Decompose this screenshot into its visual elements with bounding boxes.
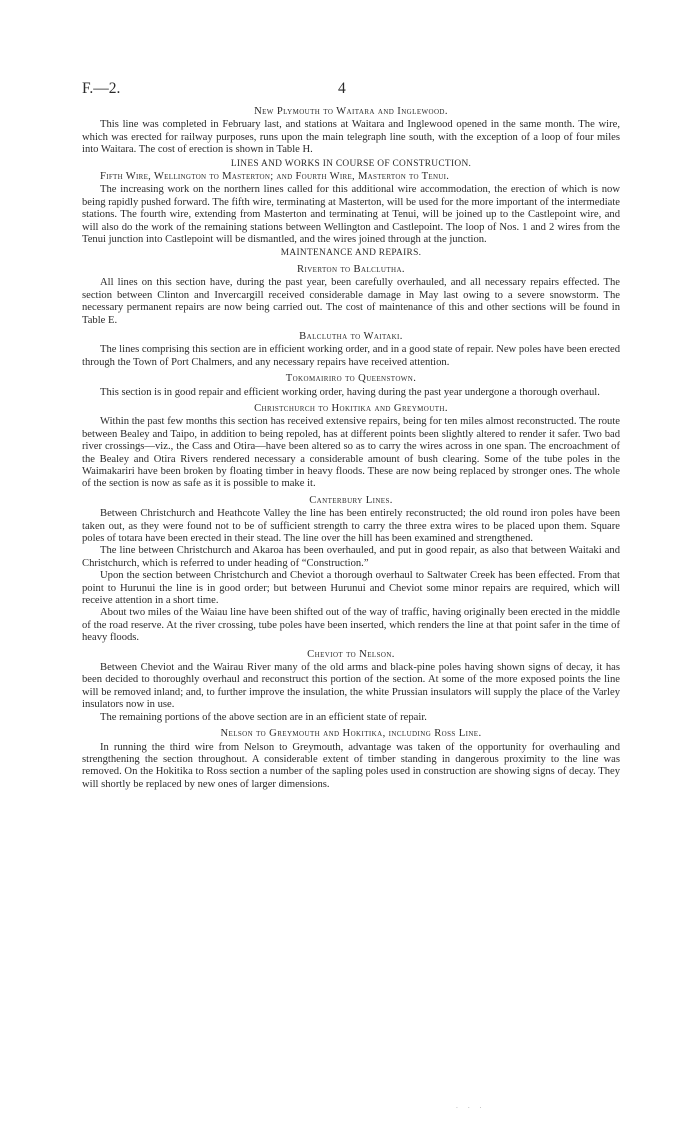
section-heading: MAINTENANCE AND REPAIRS. bbox=[280, 248, 422, 259]
page-header bbox=[82, 80, 620, 102]
document-page bbox=[82, 80, 620, 791]
document-body bbox=[82, 106, 620, 791]
section-heading: Nelson to Greymouth and Hokitika, including Ross Line. bbox=[220, 728, 482, 740]
paragraph: Between Cheviot and the Wairau River many of the old arms and black-pine poles having shown signs of decay, it has been decided to thoroughly overhaul and reconstruct this portion of the section. At some of the more exposed points the line will be removed inland; and, to further improve the insulation, the white Prussian insulators will supply the place of the Varley insulators now in use. bbox=[82, 662, 620, 711]
document-reference: F.—2. bbox=[82, 80, 121, 97]
paragraph: The lines comprising this section are in efficient working order, and in a good state of repair. New poles have been erected through the Town of Port Chalmers, and any necessary repairs have received attention. bbox=[82, 344, 620, 368]
section-heading: Christchurch to Hokitika and Greymouth. bbox=[254, 402, 448, 414]
section-heading: Tokomairiro to Queenstown. bbox=[285, 373, 417, 385]
paragraph: Between Christchurch and Heathcote Valley the line has been entirely reconstructed; the old round iron poles have been taken out, as they were found not to be of sufficient strength to carry the three extra wires to be placed upon them. Square poles of totara have been erected in their stead. The line over the hill has been examined and strengthened. bbox=[82, 508, 620, 544]
paragraph: In running the third wire from Nelson to Greymouth, advantage was taken of the opportunity for overhauling and strengthening the section throughout. A considerable extent of timber standing in dangerous proximity to the line was removed. On the Hokitika to Ross section a number of the sapling poles used in construction are showing signs of decay. They will shortly be replaced by new ones of larger dimensions. bbox=[82, 741, 620, 790]
section-heading: LINES AND WORKS IN COURSE OF CONSTRUCTION. bbox=[230, 158, 472, 169]
page-number: 4 bbox=[338, 80, 346, 97]
section-heading: Fifth Wire, Wellington to Masterton; and Fourth Wire, Masterton to Tenui. bbox=[100, 171, 450, 183]
paragraph: This section is in good repair and efficient working order, having during the past year undergone a thorough overhaul. bbox=[100, 386, 600, 398]
section-heading: Canterbury Lines. bbox=[309, 494, 393, 506]
paragraph: The remaining portions of the above section are in an efficient state of repair. bbox=[100, 711, 427, 723]
section-heading: Cheviot to Nelson. bbox=[307, 648, 395, 660]
section-heading: New Plymouth to Waitara and Inglewood. bbox=[254, 106, 448, 117]
paragraph: The line between Christchurch and Akaroa has been overhauled, and put in good repair, as also that between Waitaki and Christchurch, which is referred to under heading of “Construction.” bbox=[82, 545, 620, 569]
paragraph: All lines on this section have, during the past year, been carefully overhauled, and all necessary repairs effected. The section between Clinton and Invercargill received considerable damage in May last owing to a severe snowstorm. The necessary permanent repairs are now being carried out. The cost of maintenance of this and other sections will be found in Table E. bbox=[82, 277, 620, 326]
section-heading: Balclutha to Waitaki. bbox=[299, 330, 403, 342]
paragraph: Upon the section between Christchurch and Cheviot a thorough overhaul to Saltwater Creek has been effected. From that point to Hurunui the line is in good order; but between Hurunui and Cheviot some minor repairs are required, which will receive attention in a short time. bbox=[82, 570, 620, 607]
paragraph: Within the past few months this section has received extensive repairs, being for ten miles almost reconstructed. The route between Bealey and Taipo, in addition to being repoled, has at different points been slightly altered to render it safer. Two bad river crossings—viz., the Cass and Otira—have been altered so as to carry the wires across in one span. The encroachment of the Bealey and Otira Rivers rendered necessary a considerable amount of bush clearing. Some of the tube poles in the Waimakariri have been broken by floating timber in heavy floods. These are now being replaced by stronger ones. The whole of the section is now as safe as it is possible to make it. bbox=[82, 416, 620, 490]
scan-speckles: · · · bbox=[456, 1105, 486, 1112]
paragraph: About two miles of the Waiau line have been shifted out of the way of traffic, having originally been erected in the middle of the road reserve. At the river crossing, tube poles have been inserted, which renders the line at that point safer in the time of heavy floods. bbox=[82, 607, 620, 644]
paragraph: This line was completed in February last, and stations at Waitara and Inglewood opened in the same month. The wire, which was erected for railway purposes, runs upon the main telegraph line south, with the exception of a loop of four miles into Waitara. The cost of erection is shown in Table H. bbox=[82, 119, 620, 156]
paragraph: The increasing work on the northern lines called for this additional wire accommodation, the erection of which is now being rapidly pushed forward. The fifth wire, terminating at Masterton, will be used for the more important of the intermediate stations. The fourth wire, extending from Masterton and terminating at Tenui, will be joined up to the Castlepoint wire, and will also do the work of the remaining stations between Wellington and Castlepoint. The loop of Nos. 1 and 2 wires from the Tenui junction into Castlepoint will be dismantled, and the wires joined through at the junction. bbox=[82, 184, 620, 246]
section-heading: Riverton to Balclutha. bbox=[297, 263, 405, 275]
